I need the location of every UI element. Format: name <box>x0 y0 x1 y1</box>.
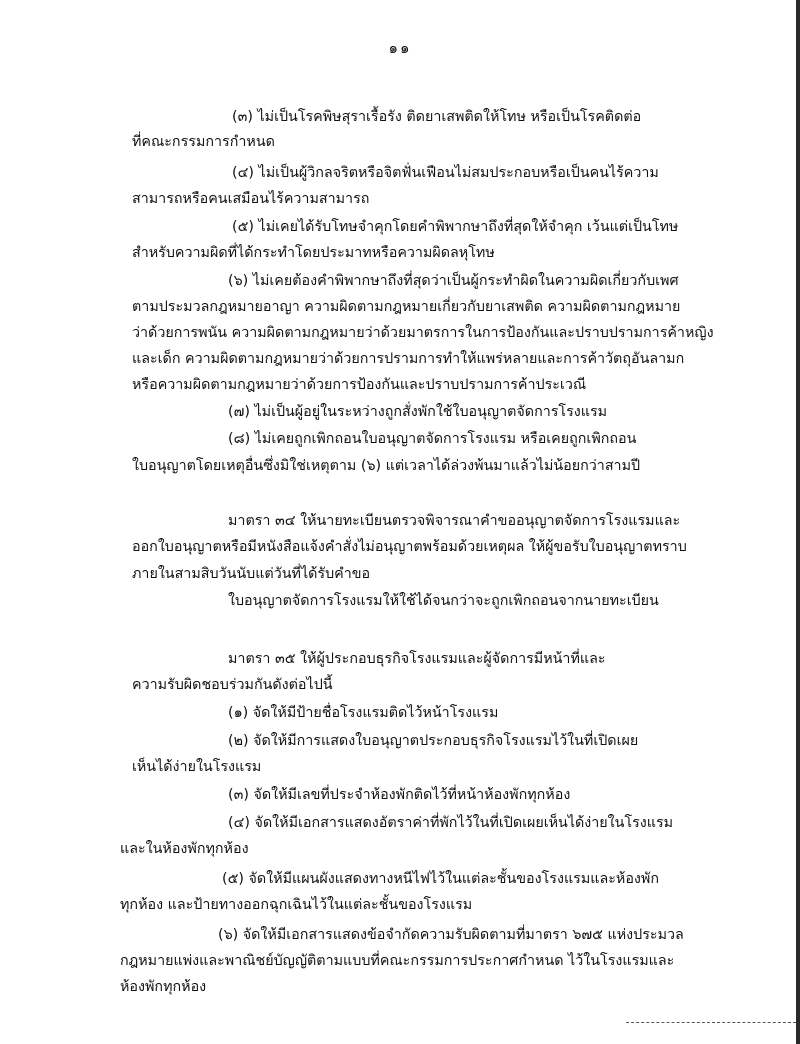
text-line: (๖) จัดให้มีเอกสารแสดงข้อจำกัดความรับผิดตามที่มาตรา ๖๗๕ แห่งประมวล <box>218 927 684 943</box>
text-line: ออกใบอนุญาตหรือมีหนังสือแจ้งคำสั่งไม่อนุญาตพร้อมด้วยเหตุผล ให้ผู้ขอรับใบอนุญาตทราบ <box>132 539 687 555</box>
scan-edge-mark <box>626 1022 796 1023</box>
text-line: สำหรับความผิดที่ได้กระทำโดยประมาทหรือความผิดลหุโทษ <box>132 245 495 261</box>
text-line: (๕) จัดให้มีแผนผังแสดงทางหนีไฟไว้ในแต่ละชั้นของโรงแรมและห้องพัก <box>222 871 659 887</box>
text-line: ใบอนุญาตโดยเหตุอื่นซึ่งมิใช่เหตุตาม (๖) แต่เวลาได้ล่วงพ้นมาแล้วไม่น้อยกว่าสามปี <box>132 458 641 474</box>
text-line: ภายในสามสิบวันนับแต่วันที่ได้รับคำขอ <box>132 566 371 582</box>
text-line: (๓) จัดให้มีเลขที่ประจำห้องพักติดไว้ที่หน้าห้องพักทุกห้อง <box>228 787 571 803</box>
text-line: (๔) จัดให้มีเอกสารแสดงอัตราค่าที่พักไว้ในที่เปิดเผยเห็นได้ง่ายในโรงแรม <box>228 815 674 831</box>
text-line: (๖) ไม่เคยต้องคำพิพากษาถึงที่สุดว่าเป็นผู้กระทำผิดในความผิดเกี่ยวกับเพศ <box>228 273 679 289</box>
text-line: สามารถหรือคนเสมือนไร้ความสามารถ <box>132 191 370 207</box>
text-line: (๑) จัดให้มีป้ายชื่อโรงแรมติดไว้หน้าโรงแรม <box>228 705 499 721</box>
text-line: เห็นได้ง่ายในโรงแรม <box>132 759 262 775</box>
text-line: (๔) ไม่เป็นผู้วิกลจริตหรือจิตฟั่นเฟือนไม่สมประกอบหรือเป็นคนไร้ความ <box>232 165 659 181</box>
text-line: (๗) ไม่เป็นผู้อยู่ในระหว่างถูกสั่งพักใช้ใบอนุญาตจัดการโรงแรม <box>228 404 608 420</box>
text-line: ห้องพักทุกห้อง <box>120 979 207 995</box>
page-number: ๑๑ <box>388 39 412 57</box>
text-line: (๓) ไม่เป็นโรคพิษสุราเรื้อรัง ติดยาเสพติดให้โทษ หรือเป็นโรคติดต่อ <box>232 109 642 125</box>
text-line: ใบอนุญาตจัดการโรงแรมให้ใช้ได้จนกว่าจะถูกเพิกถอนจากนายทะเบียน <box>228 593 659 609</box>
text-line: กฎหมายแพ่งและพาณิชย์บัญญัติตามแบบที่คณะกรรมการประกาศกำหนด ไว้ในโรงแรมและ <box>120 953 675 969</box>
text-line: ตามประมวลกฎหมายอาญา ความผิดตามกฎหมายเกี่ยวกับยาเสพติด ความผิดตามกฎหมาย <box>132 299 681 315</box>
text-line: ทุกห้อง และป้ายทางออกฉุกเฉินไว้ในแต่ละชั้นของโรงแรม <box>120 897 473 913</box>
scan-edge-border <box>796 0 800 1044</box>
text-line: ว่าด้วยการพนัน ความผิดตามกฎหมายว่าด้วยมาตรการในการป้องกันและปราบปรามการค้าหญิง <box>132 325 714 341</box>
text-line: และเด็ก ความผิดตามกฎหมายว่าด้วยการปรามการทำให้แพร่หลายและการค้าวัตถุอันลามก <box>132 351 685 367</box>
text-line: ที่คณะกรรมการกำหนด <box>132 134 275 150</box>
section-34-heading: มาตรา ๓๔ ให้นายทะเบียนตรวจพิจารณาคำขออนุญาตจัดการโรงแรมและ <box>228 513 681 529</box>
text-line: หรือความผิดตามกฎหมายว่าด้วยการป้องกันและปราบปรามการค้าประเวณี <box>132 377 587 393</box>
text-line: ความรับผิดชอบร่วมกันดังต่อไปนี้ <box>132 677 333 693</box>
text-line: (๕) ไม่เคยได้รับโทษจำคุกโดยคำพิพากษาถึงที่สุดให้จำคุก เว้นแต่เป็นโทษ <box>232 219 679 235</box>
text-line: (๘) ไม่เคยถูกเพิกถอนใบอนุญาตจัดการโรงแรม หรือเคยถูกเพิกถอน <box>228 431 637 447</box>
text-line: (๒) จัดให้มีการแสดงใบอนุญาตประกอบธุรกิจโรงแรมไว้ในที่เปิดเผย <box>228 733 639 749</box>
section-35-heading: มาตรา ๓๕ ให้ผู้ประกอบธุรกิจโรงแรมและผู้จัดการมีหน้าที่และ <box>228 651 606 667</box>
text-line: และในห้องพักทุกห้อง <box>120 841 249 857</box>
